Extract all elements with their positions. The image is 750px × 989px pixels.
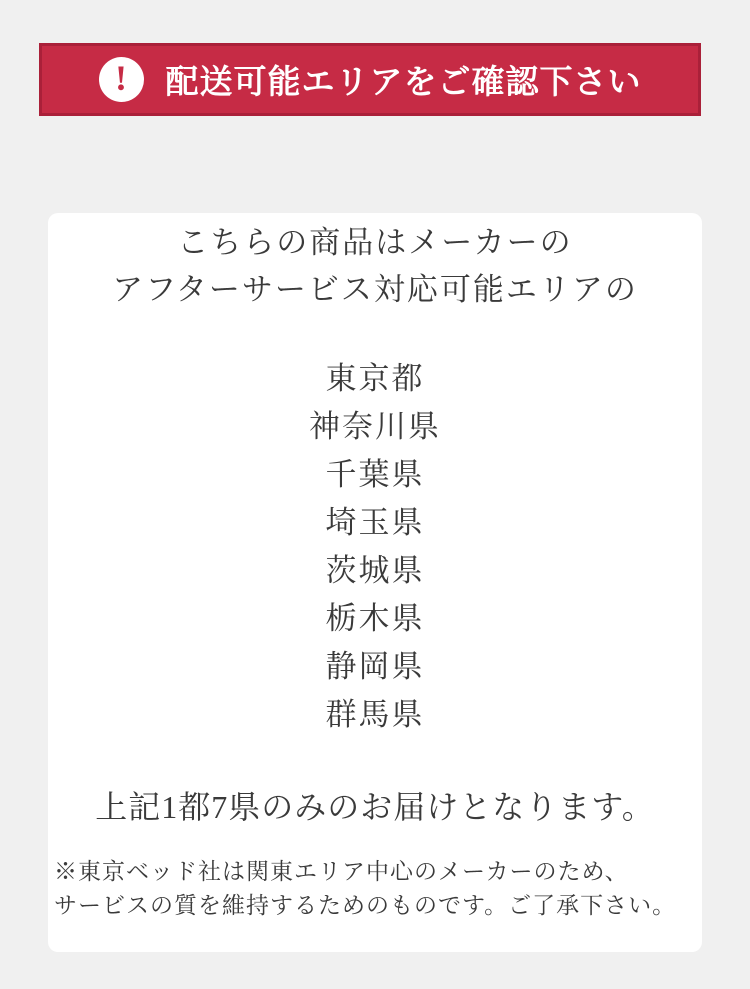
delivery-conclusion-text: 上記1都7県のみのお届けとなります。 — [95, 789, 655, 825]
footnote-line: ※東京ベッド社は関東エリア中心のメーカーのため、 — [54, 859, 629, 884]
intro-line: こちらの商品はメーカーの — [177, 225, 573, 260]
prefecture-list — [54, 355, 696, 739]
delivery-area-banner — [39, 43, 701, 116]
prefecture-item-chiba: 千葉県 — [325, 457, 425, 492]
exclamation-glyph: ! — [115, 58, 127, 98]
intro-line: アフターサービス対応可能エリアの — [112, 272, 638, 307]
exclamation-icon — [99, 57, 144, 102]
delivery-area-card — [48, 213, 702, 952]
prefecture-item-ibaraki: 茨城県 — [325, 553, 425, 588]
banner-title: 配送可能エリアをご確認下さい — [165, 65, 642, 101]
delivery-area-notice-page — [0, 43, 750, 952]
prefecture-item-shizuoka: 静岡県 — [325, 649, 425, 684]
prefecture-item-tokyo: 東京都 — [325, 361, 425, 396]
prefecture-item-kanagawa: 神奈川県 — [309, 409, 441, 444]
prefecture-item-tochigi: 栃木県 — [325, 601, 425, 636]
footnote — [54, 855, 696, 923]
prefecture-item-gunma: 群馬県 — [325, 697, 425, 732]
prefecture-item-saitama: 埼玉県 — [325, 505, 425, 540]
footnote-line: サービスの質を維持するためのものです。ご了承下さい。 — [54, 893, 677, 918]
